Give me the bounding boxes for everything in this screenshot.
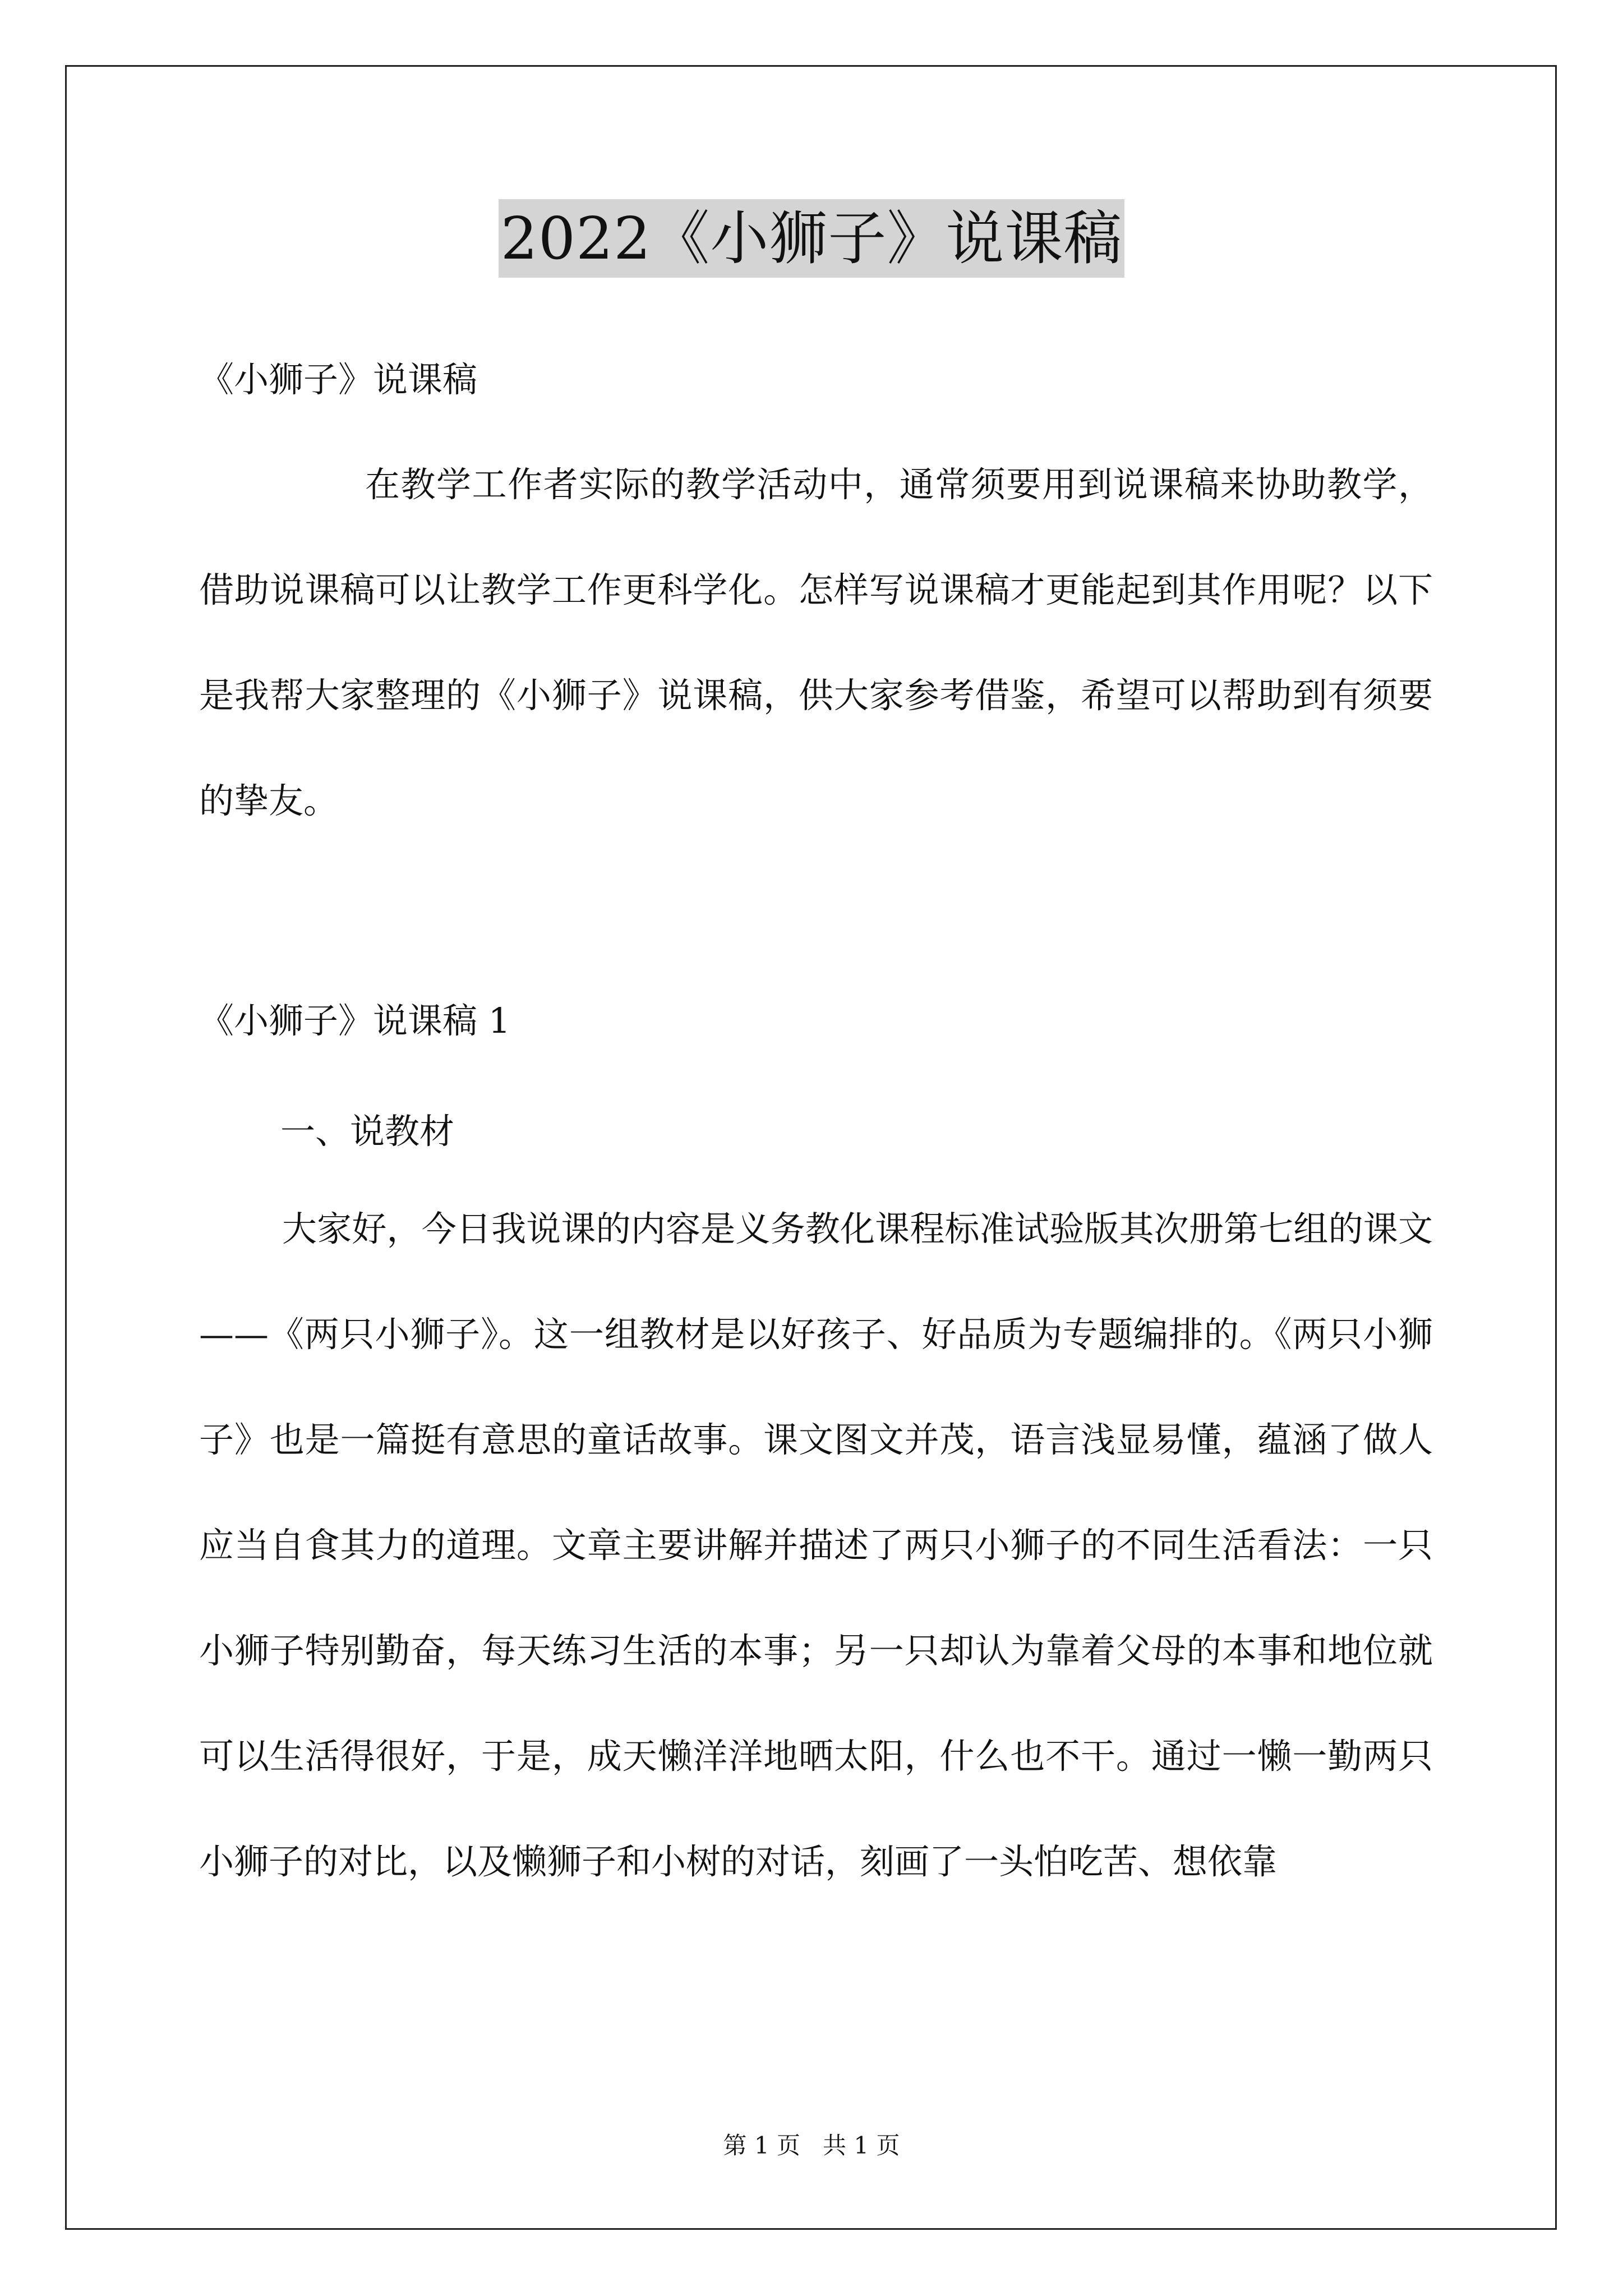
intro-paragraph: 在教学工作者实际的教学活动中，通常须要用到说课稿来协助教学，借助说课稿可以让教学工作更科学化。怎样写说课稿才更能起到其作用呢？以下是我帮大家整理的《小狮子》说课稿，供大家参考借鉴，希望可以帮助到有须要的挚友。 xyxy=(199,464,1433,821)
document-title: 2022《小狮子》说课稿 xyxy=(499,199,1125,278)
section-heading: 一、说教材 xyxy=(280,1111,455,1152)
page-footer: 第 1 页 共 1 页 xyxy=(723,2132,900,2159)
document-subtitle: 《小狮子》说课稿 xyxy=(199,359,478,400)
section-paragraph: 大家好，今日我说课的内容是义务教化课程标准试验版其次册第七组的课文——《两只小狮子》。这一组教材是以好孩子、好品质为专题编排的。《两只小狮子》也是一篇挺有意思的童话故事。课文图文并茂，语言浅显易懂，蕴涵了做人应当自食其力的道理。文章主要讲解并描述了两只小狮子的不同生活看法：一只小狮子特别勤奋，每天练习生活的本事；另一只却认为靠着父母的本事和地位就可以生活得很好，于是，成天懒洋洋地晒太阳，什么也不干。通过一懒一勤两只小狮子的对比，以及懒狮子和小树的对话，刻画了一头怕吃苦、想依靠 xyxy=(199,1208,1433,1882)
section-title: 《小狮子》说课稿 1 xyxy=(199,1000,511,1041)
title-container xyxy=(0,199,1623,278)
